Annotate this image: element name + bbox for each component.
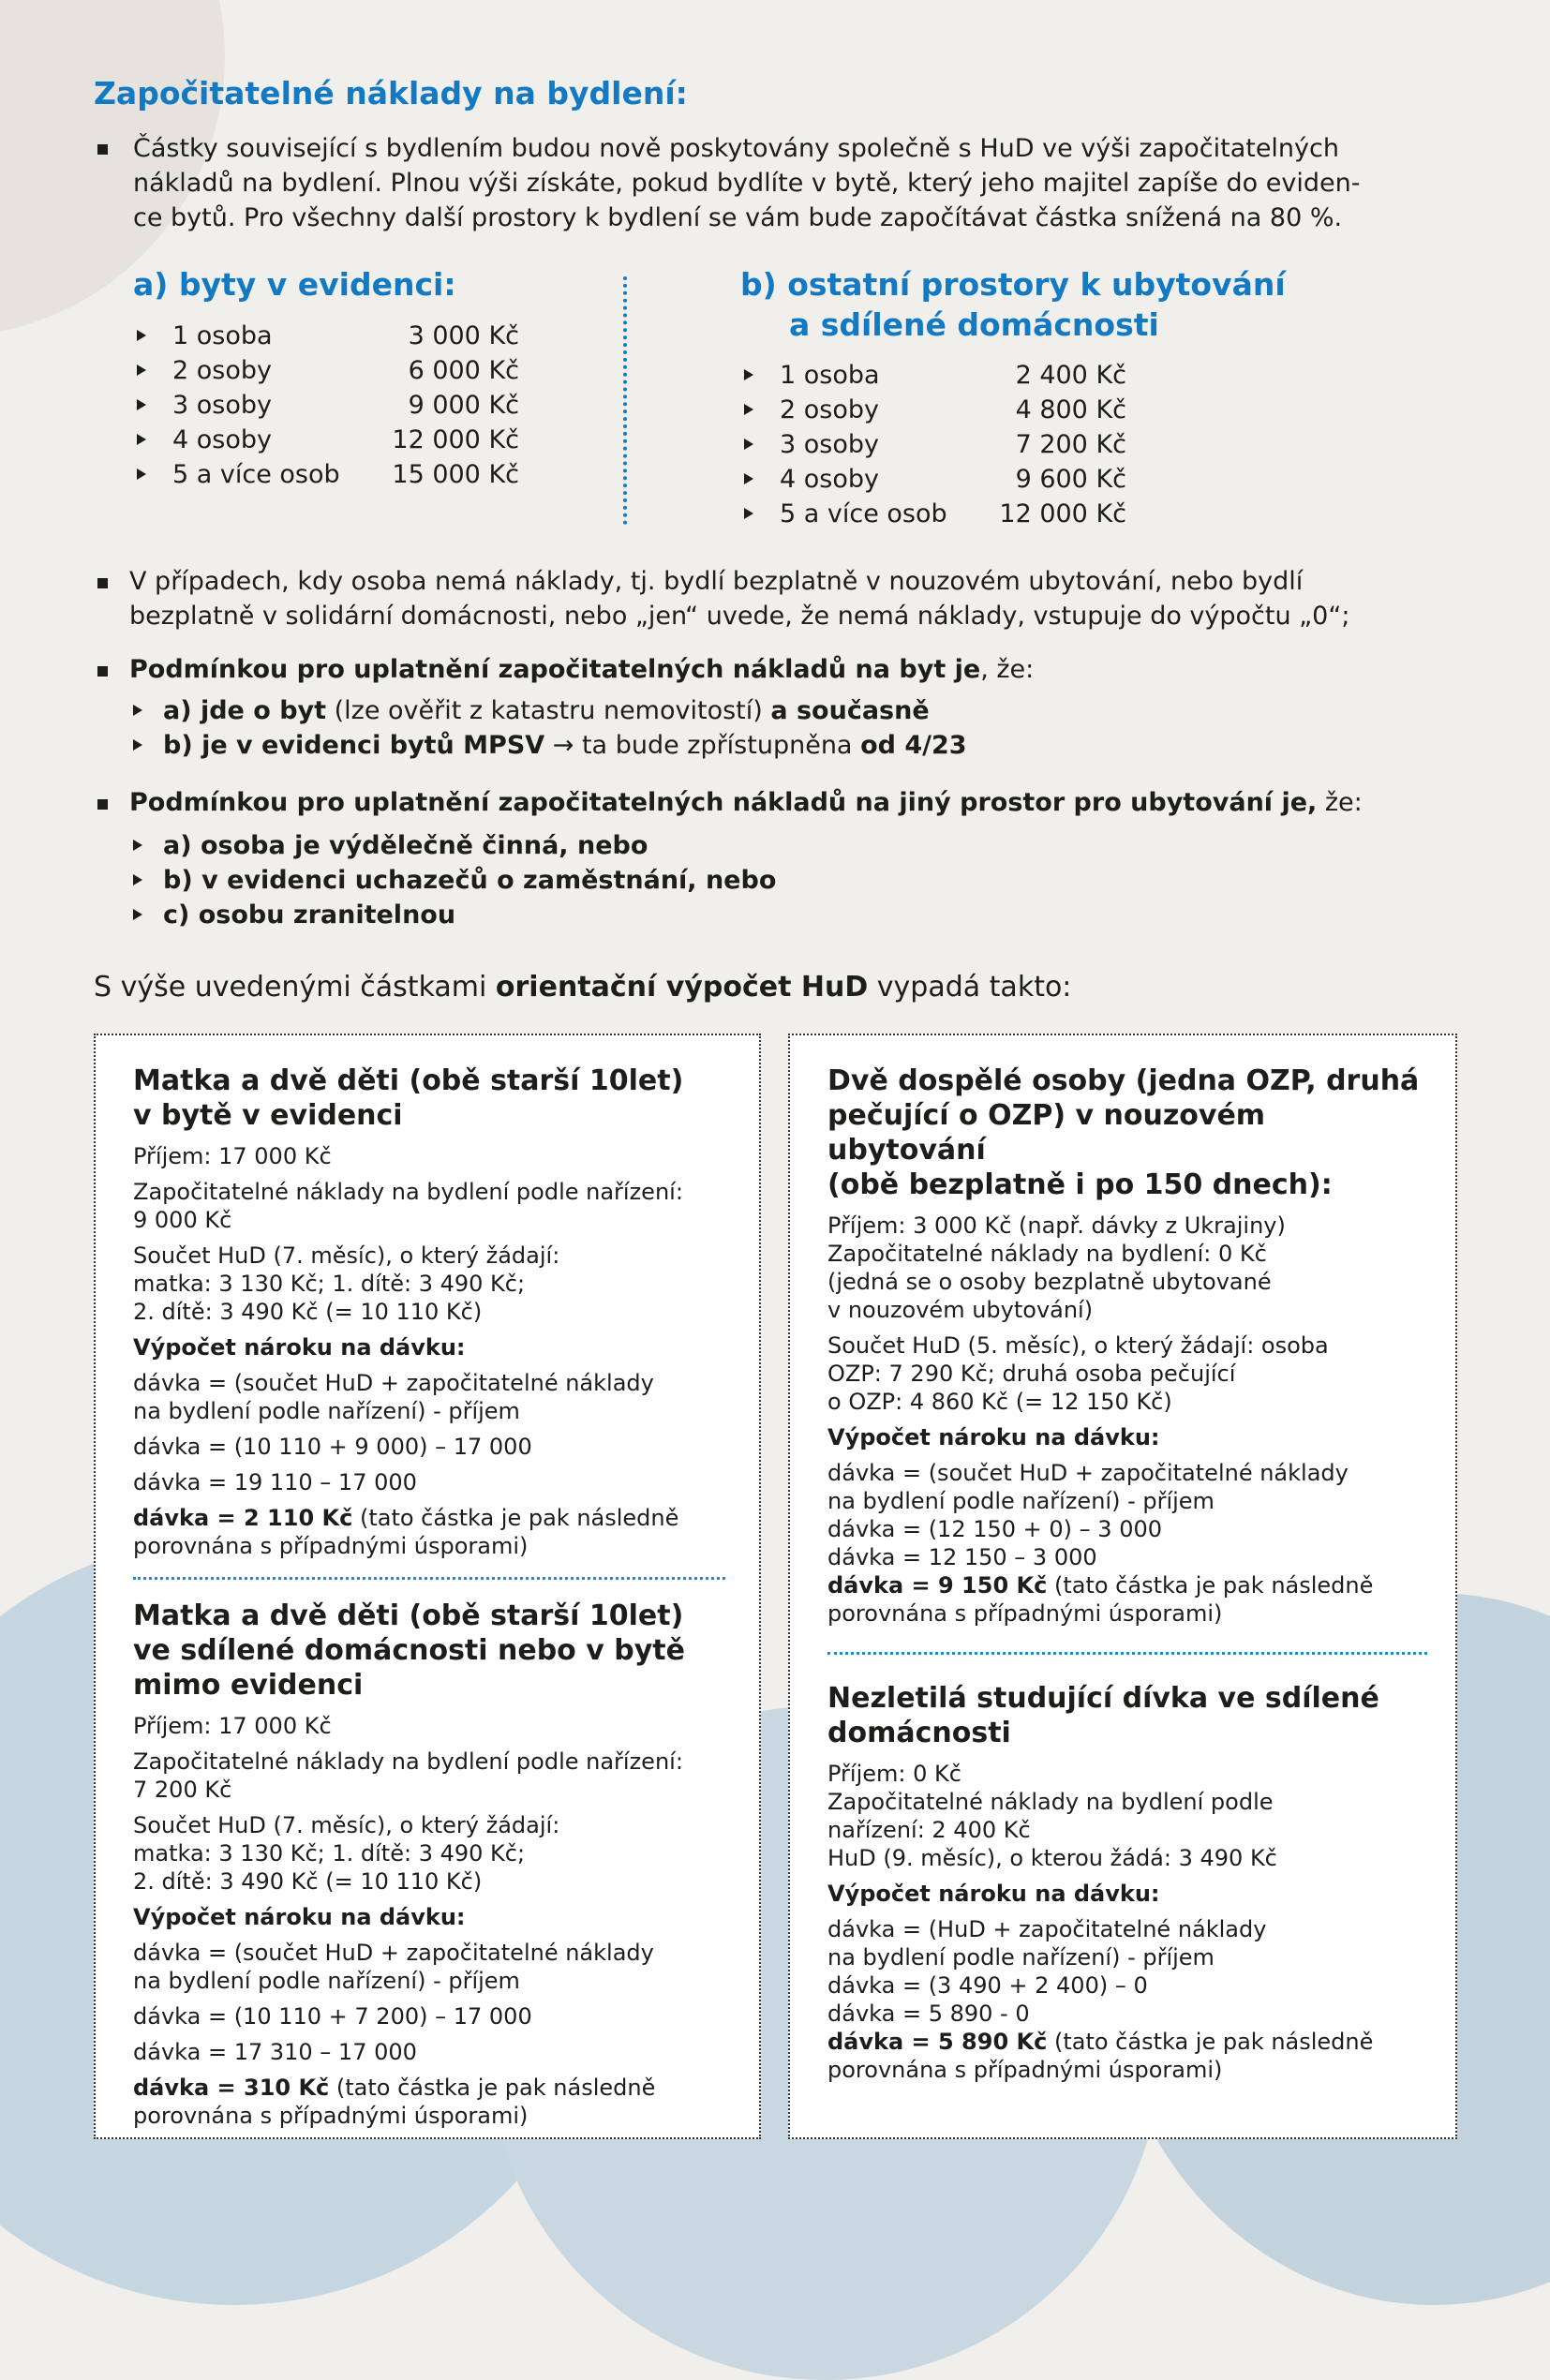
example-text: Započitatelné náklady na bydlení podle [827,1789,1274,1815]
example-title: ve sdílené domácnosti nebo v bytě [133,1634,685,1667]
bullet-square [97,578,108,588]
example-matka-byt-evidence [133,1064,725,1560]
result-note: porovnána s případnými úsporami) [133,2103,529,2129]
example-text: Příjem: 17 000 Kč [133,1143,332,1169]
row-label: 2 osoby [172,356,272,385]
arrow-icon [137,364,146,376]
calculation-step: dávka = (10 110 + 7 200) – 17 000 [133,2003,532,2030]
row-value: 7 200 Kč [1015,430,1126,459]
formula-text: na bydlení podle nařízení) - příjem [827,1944,1215,1971]
row-value: 2 400 Kč [1015,361,1126,390]
arrow-icon [133,739,142,751]
table-b [744,358,1126,531]
condition-lead-bold: Podmínkou pro uplatnění započitatelných nákladů na byt je [129,655,981,684]
intro-paragraph [133,131,1464,235]
example-text: OZP: 7 290 Kč; druhá osoba pečující [827,1361,1236,1387]
result-note: (tato částka je pak následně [1047,2029,1374,2055]
example-text: matka: 3 130 Kč; 1. dítě: 3 490 Kč; [133,1271,526,1297]
formula-text: na bydlení podle nařízení) - příjem [133,1968,520,1994]
calculation-heading: Výpočet nároku na dávku: [133,1904,466,1930]
result-note: porovnána s případnými úsporami) [133,1533,529,1559]
calculation-heading: Výpočet nároku na dávku: [827,1424,1160,1450]
note-zero-paragraph [129,564,1479,633]
example-text: (jedná se o osoby bezplatně ubytované [827,1269,1272,1295]
example-text: Příjem: 17 000 Kč [133,1713,332,1739]
example-text: Součet HuD (5. měsíc), o který žádají: osoba [827,1332,1329,1359]
calc-intro-text: vypadá takto: [868,971,1072,1004]
formula-text: dávka = (součet HuD + započitatelné náklady [827,1460,1349,1486]
example-text: Započitatelné náklady na bydlení podle nařízení: [133,1179,683,1205]
item-bold: od 4/23 [860,731,967,760]
example-text: 7 200 Kč [133,1777,232,1803]
arrow-icon [744,508,753,519]
table-a [137,319,519,492]
calculation-step: dávka = 5 890 - 0 [827,2001,1030,2027]
item-bold: a) osoba je výdělečně činná, nebo [163,831,648,860]
column-divider [623,276,627,525]
list-item [133,828,1070,863]
result-amount: dávka = 2 110 Kč [133,1505,353,1531]
example-box-left [94,1034,761,2139]
list-item [133,728,1258,763]
row-label: 3 osoby [780,430,879,459]
result-amount: dávka = 5 890 Kč [827,2029,1048,2055]
example-text: nařízení: 2 400 Kč [827,1817,1031,1843]
table-a-row [137,423,519,457]
row-label: 4 osoby [172,425,272,454]
item-text: → ta bude zpřístupněna [544,731,861,760]
list-item [133,898,1070,932]
table-b-row [744,358,1126,393]
intro-line: nákladů na bydlení. Plnou výši získáte, pokud bydlíte v bytě, který jeho majitel zapíše do eviden- [133,169,1361,198]
row-label: 5 a více osob [172,460,340,489]
arrow-icon [744,369,753,380]
intro-line: Částky související s bydlením budou nově poskytovány společně s HuD ve výši započitatelných [133,134,1339,163]
formula-text: dávka = (součet HuD + započitatelné náklady [133,1370,654,1396]
row-value: 9 000 Kč [408,391,519,420]
example-title: Dvě dospělé osoby (jedna OZP, druhá [827,1064,1420,1097]
result-note: porovnána s případnými úsporami) [827,2057,1223,2083]
result-amount: dávka = 310 Kč [133,2075,330,2101]
example-title: Matka a dvě děti (obě starší 10let) [133,1599,684,1632]
formula-text: dávka = (HuD + započitatelné náklady [827,1916,1267,1942]
note-line: V případech, kdy osoba nemá náklady, tj. bydlí bezplatně v nouzovém ubytování, nebo bydlí [129,567,1304,596]
example-text: HuD (9. měsíc), o kterou žádá: 3 490 Kč [827,1845,1277,1871]
condition-lead-bold: Podmínkou pro uplatnění započitatelných nákladů na jiný prostor pro ubytování je, [129,788,1318,817]
table-a-row [137,457,519,492]
result-note: (tato částka je pak následně [1047,1572,1374,1599]
result-note: (tato částka je pak následně [329,2075,656,2101]
example-divider [827,1652,1427,1655]
calculation-heading: Výpočet nároku na dávku: [133,1334,466,1361]
calculation-intro [94,969,1071,1006]
row-value: 6 000 Kč [408,356,519,385]
list-item [133,693,1258,728]
row-value: 12 000 Kč [999,499,1126,528]
row-value: 4 800 Kč [1015,395,1126,424]
bullet-square [97,799,108,810]
note-line: bezplatně v solidární domácnosti, nebo „jen“ uvede, že nemá náklady, vstupuje do výpočtu „0“; [129,602,1350,631]
table-b-heading-line: b) ostatní prostory k ubytování [740,266,1286,303]
example-text: 2. dítě: 3 490 Kč (= 10 110 Kč) [133,1868,483,1895]
example-text: Příjem: 0 Kč [827,1761,961,1787]
example-text: v nouzovém ubytování) [827,1297,1094,1323]
arrow-icon [744,439,753,450]
condition-other-lead [129,785,1363,820]
example-title: v bytě v evidenci [133,1099,403,1132]
calculation-step: dávka = (10 110 + 9 000) – 17 000 [133,1434,532,1460]
arrow-icon [133,840,142,851]
condition-other-list [133,828,1070,932]
row-value: 9 600 Kč [1015,465,1126,494]
calculation-step: dávka = (12 150 + 0) – 3 000 [827,1516,1162,1542]
example-text: 2. dítě: 3 490 Kč (= 10 110 Kč) [133,1299,483,1325]
example-text: Součet HuD (7. měsíc), o který žádají: [133,1242,560,1269]
table-a-row [137,319,519,353]
calculation-step: dávka = 12 150 – 3 000 [827,1544,1097,1570]
condition-lead-tail: že: [1317,788,1363,817]
arrow-icon [133,909,142,920]
table-b-row [744,497,1126,531]
table-b-row [744,393,1126,427]
bullet-square [97,144,108,155]
arrow-icon [137,469,146,480]
item-bold: b) v evidenci uchazečů o zaměstnání, nebo [163,866,777,895]
item-bold: a současně [770,696,930,725]
example-text: Započitatelné náklady na bydlení podle nařízení: [133,1748,683,1775]
table-a-row [137,388,519,423]
example-title: Nezletilá studující dívka ve sdílené [827,1682,1379,1715]
page-title: Započitatelné náklady na bydlení: [94,75,688,112]
row-label: 1 osoba [172,321,273,350]
row-label: 4 osoby [780,465,879,494]
condition-flat-lead [129,652,1034,687]
table-b-row [744,462,1126,497]
formula-text: na bydlení podle nařízení) - příjem [133,1398,520,1424]
result-note: (tato částka je pak následně [352,1505,679,1531]
example-text: Započitatelné náklady na bydlení: 0 Kč [827,1241,1267,1267]
example-text: o OZP: 4 860 Kč (= 12 150 Kč) [827,1389,1172,1415]
row-label: 3 osoby [172,391,272,420]
result-note: porovnána s případnými úsporami) [827,1600,1223,1627]
formula-text: dávka = (součet HuD + započitatelné náklady [133,1940,654,1966]
table-a-row [137,353,519,388]
row-label: 2 osoby [780,395,879,424]
intro-line: ce bytů. Pro všechny další prostory k bydlení se vám bude započítávat částka snížená na 80 %. [133,203,1343,232]
bullet-square [97,666,108,677]
row-value: 12 000 Kč [392,425,519,454]
example-title: Matka a dvě děti (obě starší 10let) [133,1064,684,1097]
result-amount: dávka = 9 150 Kč [827,1572,1048,1599]
example-text: matka: 3 130 Kč; 1. dítě: 3 490 Kč; [133,1840,526,1867]
example-title: (obě bezplatně i po 150 dnech): [827,1168,1333,1201]
calculation-step: dávka = 19 110 – 17 000 [133,1469,417,1495]
calc-intro-bold: orientační výpočet HuD [495,971,869,1004]
example-text: 9 000 Kč [133,1207,232,1233]
example-box-right [788,1034,1457,2139]
calculation-step: dávka = (3 490 + 2 400) – 0 [827,1972,1148,1999]
item-bold: c) osobu zranitelnou [163,900,456,930]
calculation-heading: Výpočet nároku na dávku: [827,1881,1160,1907]
example-title: domácnosti [827,1717,1011,1749]
arrow-icon [133,705,142,716]
example-matka-sdilena [133,1599,725,2130]
formula-text: na bydlení podle nařízení) - příjem [827,1488,1215,1514]
example-nezletila-divka [827,1681,1427,2084]
arrow-icon [133,874,142,885]
arrow-icon [137,399,146,410]
arrow-icon [744,404,753,415]
arrow-icon [744,473,753,484]
example-divider [133,1577,725,1580]
arrow-icon [137,330,146,341]
row-value: 3 000 Kč [408,321,519,350]
calc-intro-text: S výše uvedenými částkami [94,971,496,1004]
calculation-step: dávka = 17 310 – 17 000 [133,2039,417,2065]
table-b-row [744,427,1126,462]
item-bold: b) je v evidenci bytů MPSV [163,731,545,760]
row-label: 1 osoba [780,361,880,390]
example-title: pečující o OZP) v nouzovém ubytování [827,1099,1266,1167]
item-text: (lze ověřit z katastru nemovitostí) [326,696,771,725]
example-title: mimo evidenci [133,1669,364,1702]
condition-lead-tail: , že: [980,655,1035,684]
table-b-heading [740,264,1286,345]
list-item [133,863,1070,898]
table-b-heading-line: a sdílené domácnosti [789,306,1159,343]
example-text: Součet HuD (7. měsíc), o který žádají: [133,1812,560,1838]
item-bold: a) jde o byt [163,696,327,725]
example-text: Příjem: 3 000 Kč (např. dávky z Ukrajiny) [827,1212,1286,1239]
condition-flat-list [133,693,1258,763]
arrow-icon [137,434,146,445]
example-dve-dospele-osoby [827,1064,1427,1628]
table-a-heading: a) byty v evidenci: [133,266,456,303]
row-value: 15 000 Kč [392,460,519,489]
row-label: 5 a více osob [780,499,947,528]
